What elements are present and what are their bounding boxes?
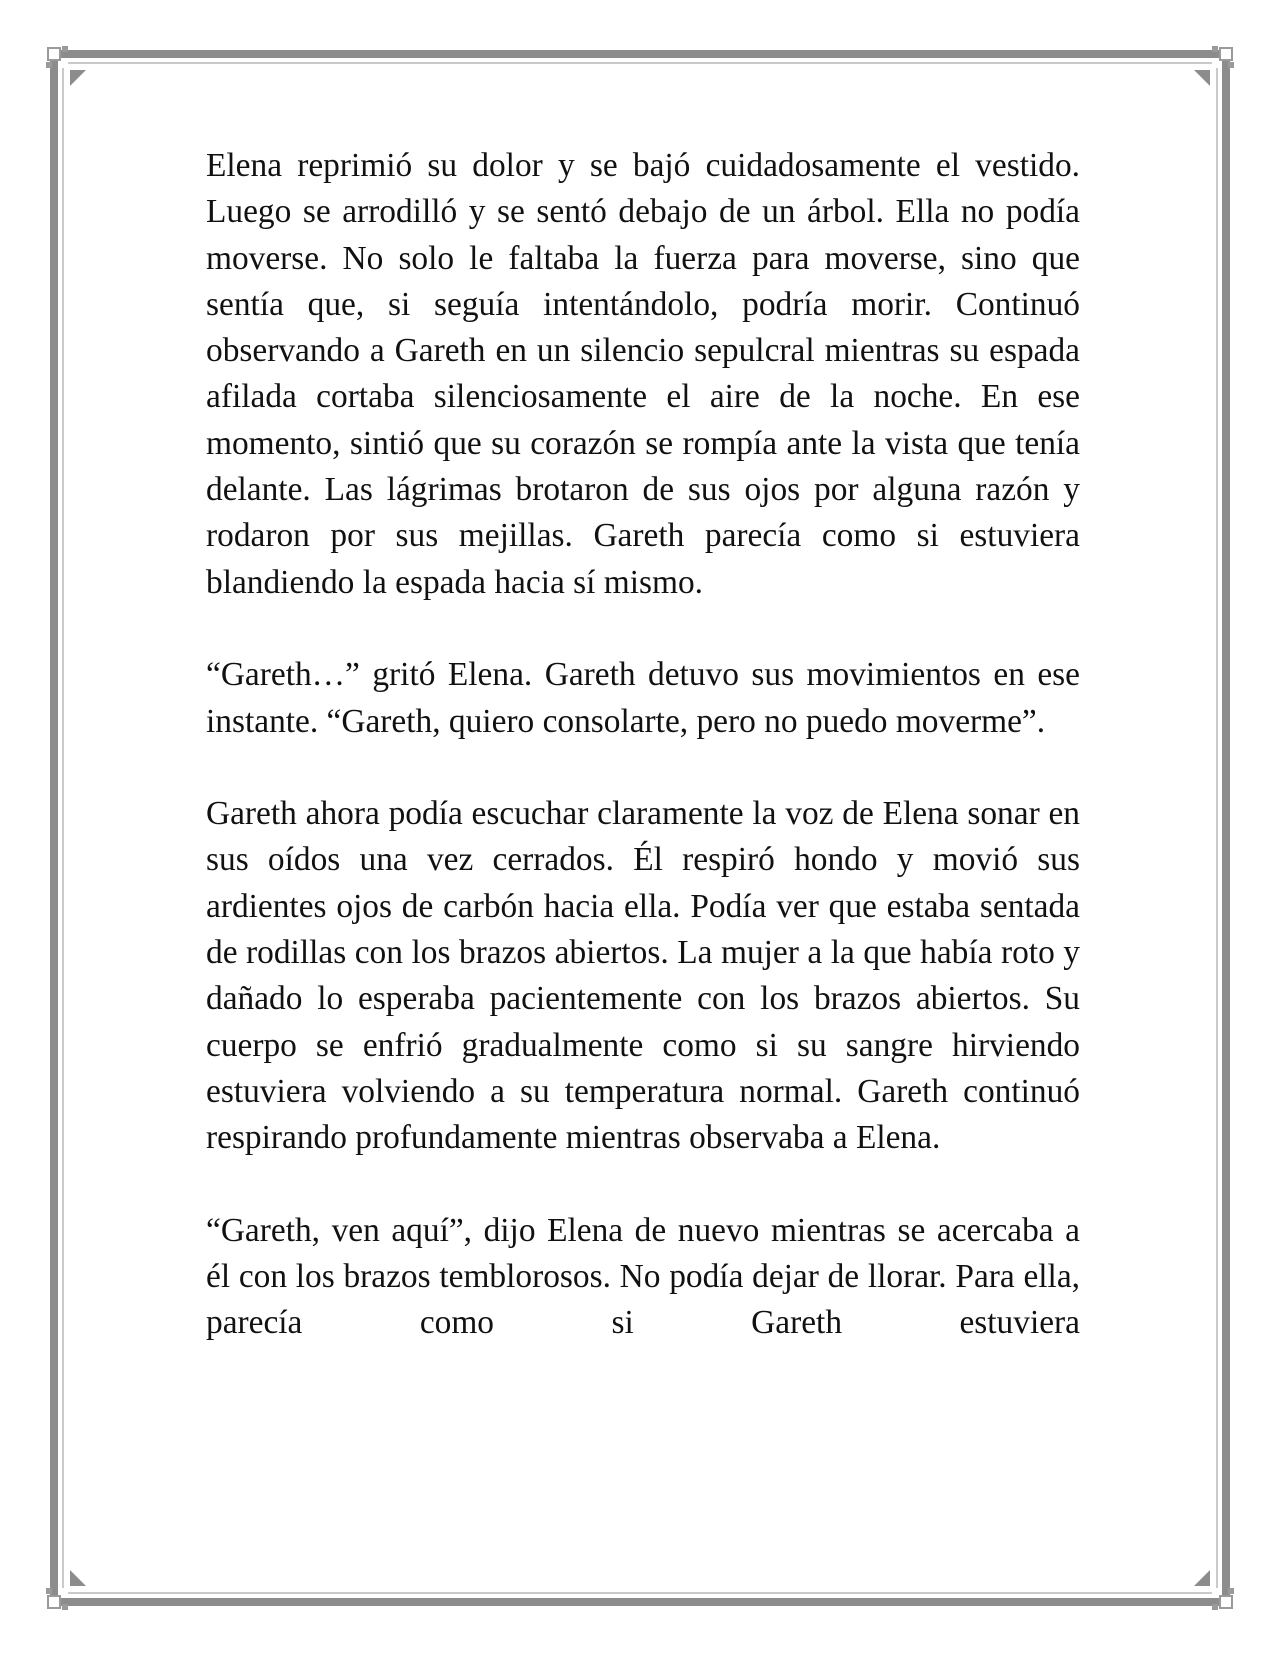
paragraph-3: Gareth ahora podía escuchar claramente la voz de Elena sonar en sus oídos una vez cerrados. Él respiró hondo y movió sus ardientes ojos de carbón hacia ella. Podía ver que estaba sentada de rodillas con los brazos abiertos. La mujer a la que había roto y dañado lo esperaba pacientemente con los brazos abiertos. Su cuerpo se enfrió gradualmente como si su sangre hirviendo estuviera volviendo a su temperatura normal. Gareth continuó respirando profundamente mientras observaba a Elena. [206, 795, 1080, 1157]
corner-triangle-top-right [1194, 70, 1210, 86]
corner-triangle-bottom-left [70, 1570, 86, 1586]
corner-triangle-top-left [70, 70, 86, 86]
paragraph-1: Elena reprimió su dolor y se bajó cuidadosamente el vestido. Luego se arrodilló y se sentó debajo de un árbol. Ella no podía moverse. No solo le faltaba la fuerza para moverse, sino que sentía que, si seguía intentándolo, podría morir. Continuó observando a Gareth en un silencio sepulcral mientras su espada afilada cortaba silenciosamente el aire de la noche. En ese momento, sintió que su corazón se rompía ante la vista que tenía delante. Las lágrimas brotaron de sus ojos por alguna razón y rodaron por sus mejillas. Gareth parecía como si estuviera blandiendo la espada hacia sí mismo. [206, 147, 1080, 601]
paragraph-2: “Gareth…” gritó Elena. Gareth detuvo sus movimientos en ese instante. “Gareth, quiero consolarte, pero no puedo moverme”. [206, 656, 1080, 740]
frame-bottom-bar [60, 1598, 1220, 1606]
paragraph-4: “Gareth, ven aquí”, dijo Elena de nuevo mientras se acercaba a él con los brazos temblorosos. No podía dejar de llorar. Para ella, parecía como si Gareth estuviera [206, 1211, 1080, 1342]
frame-left-bar [50, 60, 58, 1596]
frame-right-bar [1222, 60, 1230, 1596]
frame-top-bar [60, 50, 1220, 58]
body-text [206, 143, 1080, 1393]
corner-triangle-bottom-right [1194, 1570, 1210, 1586]
